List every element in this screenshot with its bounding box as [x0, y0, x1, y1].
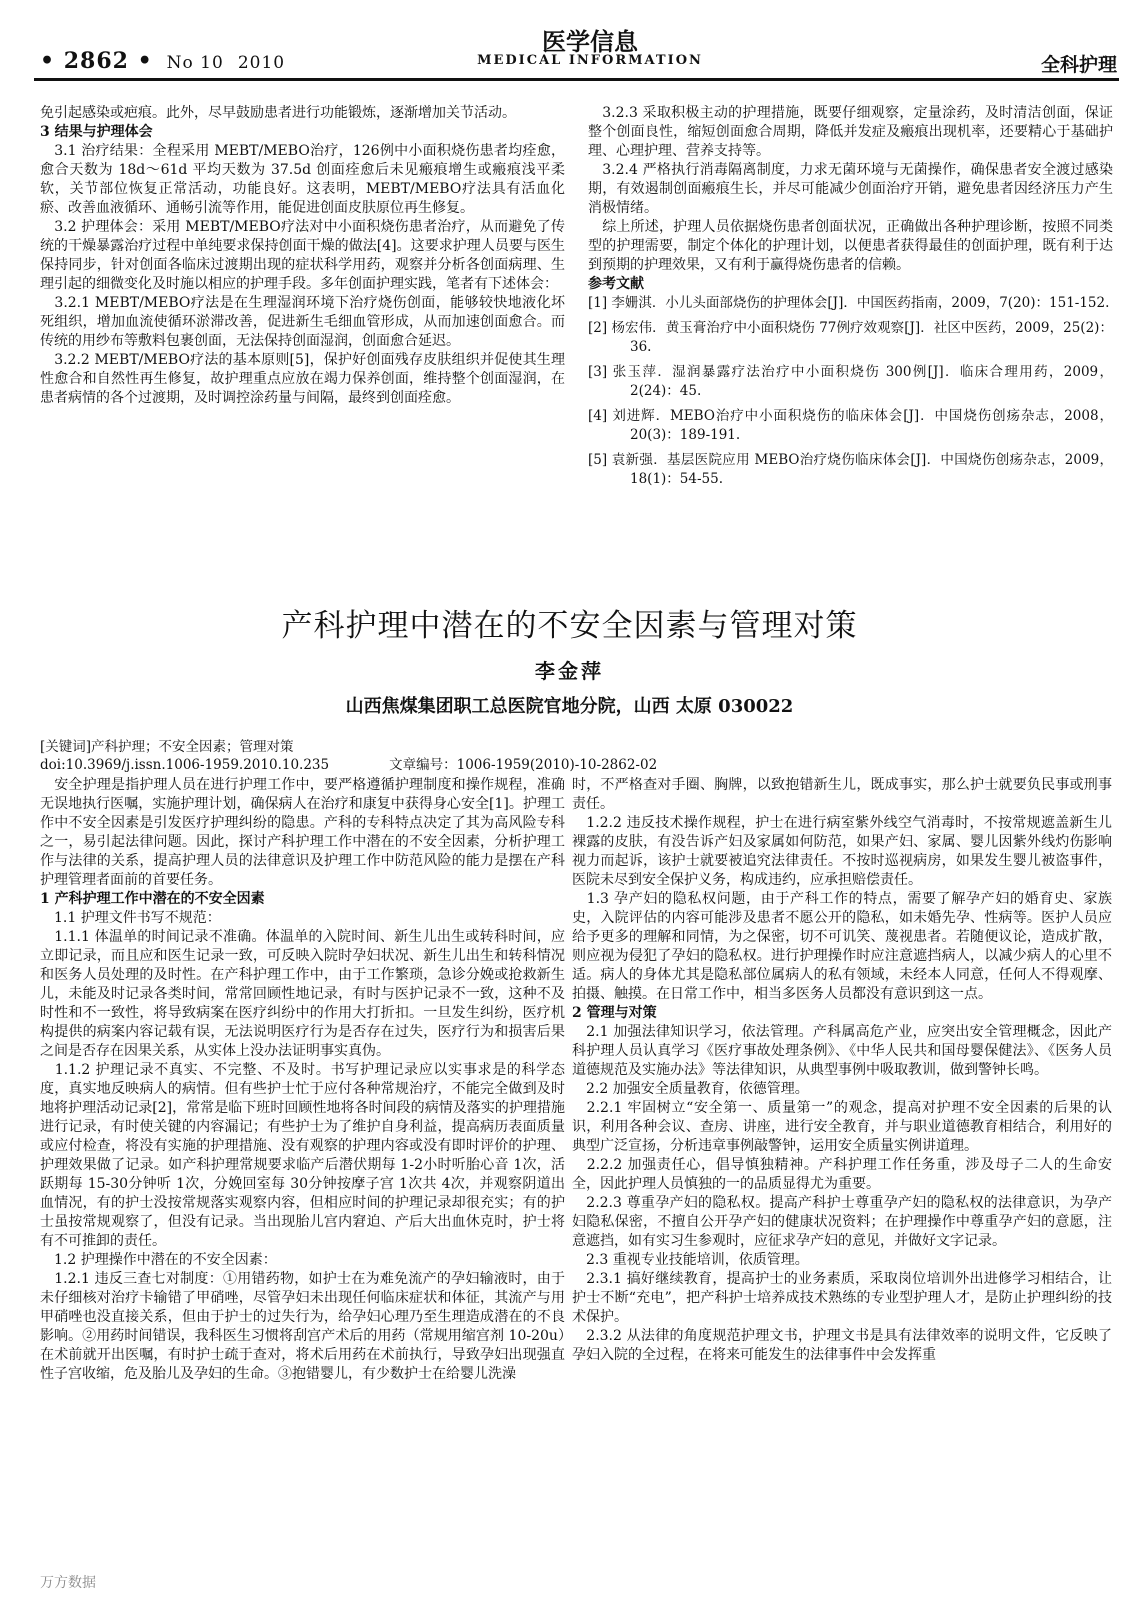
paragraph: 1.1 护理文件书写不规范： — [40, 910, 221, 926]
paragraph: 3.2.1 MEBT/MEBO疗法是在生理湿润环境下治疗烧伤创面，能够较快地液化坏死组织，增加血流使循环淤滞改善，促进新生毛细血管形成，从而加速创面愈合。而传统的用纱布等敷料包裹创面，无法保持创面湿润，创面愈合延迟。 — [40, 295, 565, 349]
prev-article-right-column — [588, 104, 1113, 495]
author-affiliation: 山西焦煤集团职工总医院官地分院，山西 太原 030022 — [345, 696, 794, 717]
paragraph: 1.2.2 违反技术操作规程，护士在进行病室紫外线空气消毒时，不按常规遮盖新生儿裸露的皮肤，有没告诉产妇及家属如何防范，如果产妇、家属、婴儿因紫外线灼伤影响视力而起诉，该护士就要被追究法律责任。不按时巡视病房，如果发生婴儿被盗事件，医院未尽到安全保护义务，构成违约，应承担赔偿责任。 — [572, 815, 1112, 888]
journal-title: 医学信息 — [542, 27, 638, 56]
paragraph: 2.2.3 尊重孕产妇的隐私权。提高产科护士尊重孕产妇的隐私权的法律意识，为孕产妇隐私保密，不擅自公开孕产妇的健康状况资料；在护理操作中尊重孕产妇的意愿，注意遮挡，如有实习生参观时，应征求孕产妇的意见，并做好文字记录。 — [572, 1195, 1112, 1249]
paragraph: 3.2 护理体会：采用 MEBT/MEBO疗法对中小面积烧伤患者治疗，从而避免了传统的干燥暴露治疗过程中单纯要求保持创面干燥的做法[4]。这要求护理人员要与医生保持同步，针对创面各临床过渡期出现的症状科学用药，观察并分析各创面病理、生理引起的细微变化及时施以相应的护理手段。多年创面护理实践，笔者有下述体会： — [40, 219, 565, 292]
article-author: 李金萍 — [535, 659, 604, 683]
paragraph: 2.3.2 从法律的角度规范护理文书，护理文书是具有法律效率的说明文件，它反映了孕妇入院的全过程，在将来可能发生的法律事件中会发挥重 — [572, 1328, 1112, 1363]
paragraph: 2.2.1 牢固树立“安全第一、质量第一”的观念，提高对护理不安全因素的后果的认识，利用各种会议、查房、讲座，进行安全教育，并与职业道德教育相结合，利用好的典型广泛宣扬，分析违章事例敲警钟，运用安全质量实例讲道理。 — [572, 1100, 1112, 1154]
paragraph: 免引起感染或疤痕。此外，尽早鼓励患者进行功能锻炼，逐渐增加关节活动。 — [40, 105, 516, 121]
section-heading: 3 结果与护理体会 — [40, 124, 153, 140]
watermark: 万方数据 — [40, 1575, 96, 1591]
paragraph: 1.3 孕产妇的隐私权问题，由于产科工作的特点，需要了解孕产妇的婚育史、家族史，入院评估的内容可能涉及患者不愿公开的隐私，如未婚先孕、性病等。医护人员应给予更多的理解和同情，为之保密，切不可讥笑、蔑视患者。若随便议论，造成扩散，则应视为侵犯了孕妇的隐私权。进行护理操作时应注意遮挡病人，以减少病人的心里不适。病人的身体尤其是隐私部位属病人的私有领域，未经本人同意，任何人不得观摩、拍摄、触摸。在日常工作中，相当多医务人员都没有意识到这一点。 — [572, 891, 1112, 1002]
reference-item: [1] 李姗淇．小儿头面部烧伤的护理体会[J]．中国医药指南，2009，7(20)：151-152. — [588, 295, 1110, 311]
reference-item: [5] 袁新强．基层医院应用 MEBO治疗烧伤临床体会[J]．中国烧伤创疡杂志，2009，18(1)：54-55. — [588, 452, 1113, 487]
paragraph: 1.2.1 违反三查七对制度：①用错药物，如护士在为难免流产的孕妇输液时，由于未仔细核对治疗卡输错了甲硝唑，尽管孕妇未出现任何临床症状和体征，其流产与用甲硝唑也没直接关系，但由于护士的过失行为，给孕妇心理乃至生理造成潜在的不良影响。②用药时间错误，我科医生习惯将刮宫产术后的用药（常规用缩宫剂 10-20u）在术前就开出医嘱，有时护士疏于查对，将术后用药在术前执行，导致孕妇出现强直性子宫收缩，危及胎儿及孕妇的生命。③抱错婴儿，有少数护士在给婴儿洗澡 — [40, 1271, 565, 1382]
reference-item: [3] 张玉萍．湿润暴露疗法治疗中小面积烧伤 300例[J]．临床合理用药，2009，2(24)：45. — [588, 364, 1113, 399]
paragraph: 安全护理是指护理人员在进行护理工作中，要严格遵循护理制度和操作规程，准确无误地执行医嘱，实施护理计划，确保病人在治疗和康复中获得身心安全[1]。护理工作中不安全因素是引发医疗护理纠纷的隐患。产科的专科特点决定了其为高风险专科之一，易引起法律问题。因此，探讨产科护理工作中潜在的不安全因素，分析护理工作与法律的关系，提高护理人员的法律意识及护理工作中防范风险的能力是摆在产科护理管理者面前的首要任务。 — [40, 777, 565, 888]
page-number: • 2862 • — [40, 48, 153, 74]
paragraph: 3.2.2 MEBT/MEBO疗法的基本原则[5]，保护好创面残存皮肤组织并促使其生理性愈合和自然性再生修复，故护理重点应放在竭力保养创面，维持整个创面湿润，在患者病情的各个过渡期，及时调控涂药量与间隔，最终到创面痊愈。 — [40, 352, 565, 406]
reference-item: [2] 杨宏伟．黄玉膏治疗中小面积烧伤 77例疗效观察[J]．社区中医药，2009，25(2)：36. — [588, 320, 1113, 355]
paragraph: 1.1.2 护理记录不真实、不完整、不及时。书写护理记录应以实事求是的科学态度，真实地反映病人的病情。但有些护士忙于应付各种常规治疗，不能完全做到及时地将护理活动记录[2]，常常是临下班时回顾性地将各时间段的病情及落实的护理措施进行记录，有时使关键的内容漏记；有些护士为了维护自身利益，提高病历表面质量或应付检查，将没有实施的护理措施、没有观察的护理内容或没有即时评价的护理、护理效果做了记录。如产科护理常规要求临产后潜伏期每 1-2小时听胎心音 1次，活跃期每 15-30分钟听 1次，分娩回室每 30分钟按摩子宫 1次共 4次，并观察阴道出血情况，有的护士没按常规落实观察内容，但相应时间的护理记录却很充实；有的护士虽按常规观察了，但没有记录。当出现胎儿宫内窘迫、产后大出血休克时，护士将有不可推卸的责任。 — [40, 1062, 565, 1249]
paragraph: 3.2.3 采取积极主动的护理措施，既要仔细观察，定量涂药，及时清洁创面，保证整个创面良性，缩短创面愈合周期，降低并发症及瘢痕出现机率，还要精心于基础护理、心理护理、营养支持等。 — [588, 105, 1113, 159]
paragraph: 2.3 重视专业技能培训，依质管理。 — [572, 1252, 809, 1268]
paragraph: 时，不严格查对手圈、胸牌，以致抱错新生儿，既成事实，那么护士就要负民事或刑事责任。 — [572, 777, 1112, 812]
running-header-left — [40, 48, 285, 74]
reference-item: [4] 刘进辉．MEBO治疗中小面积烧伤的临床体会[J]．中国烧伤创疡杂志，2008，20(3)：189-191. — [588, 408, 1113, 443]
keywords: [关键词]产科护理；不安全因素；管理对策 — [40, 739, 294, 755]
section-heading: 1 产科护理工作中潜在的不安全因素 — [40, 891, 265, 907]
article-left-column — [40, 776, 565, 1384]
paragraph: 2.2 加强安全质量教育，依德管理。 — [572, 1081, 809, 1097]
section-heading: 参考文献 — [588, 276, 644, 292]
paragraph: 1.2 护理操作中潜在的不安全因素： — [40, 1252, 277, 1268]
article-title: 产科护理中潜在的不安全因素与管理对策 — [281, 608, 858, 644]
article-right-column — [572, 776, 1112, 1365]
paragraph: 1.1.1 体温单的时间记录不准确。体温单的入院时间、新生儿出生或转科时间，应立即记录，而且应和医生记录一致，可反映入院时孕妇状况、新生儿出生和转科情况和医务人员处理的及时性。在产科护理工作中，由于工作繁琐，急诊分娩或抢救新生儿，未能及时记录各类时间，常常回顾性地记录，有时与医护记录不一致，这种不及时性和不一致性，将导致病案在医疗纠纷中的作用大打折扣。一旦发生纠纷，医疗机构提供的病案内容记载有误，无法说明医疗行为是否存在过失，医疗行为和损害后果之间是否存在因果关系，从实体上没办法证明事实真伪。 — [40, 929, 565, 1059]
paragraph: 2.3.1 搞好继续教育，提高护士的业务素质，采取岗位培训外出进修学习相结合，让护士不断“充电”，把产科护士培养成技术熟练的专业型护理人才，是防止护理纠纷的技术保护。 — [572, 1271, 1112, 1325]
paragraph: 2.1 加强法律知识学习，依法管理。产科属高危产业，应突出安全管理概念，因此产科护理人员认真学习《医疗事故处理条例》、《中华人民共和国母婴保健法》、《医务人员道德规范及实施办法》等法律知识，从典型事例中吸取教训，做到警钟长鸣。 — [572, 1024, 1112, 1078]
paragraph: 综上所述，护理人员依据烧伤患者创面状况，正确做出各种护理诊断，按照不同类型的护理需要，制定个体化的护理计划，以便患者获得最佳的创面护理，既有利于达到预期的护理效果，又有利于赢得烧伤患者的信赖。 — [588, 219, 1113, 273]
paragraph: 3.1 治疗结果：全程采用 MEBT/MEBO治疗，126例中小面积烧伤患者均痊愈，愈合天数为 18d～61d 平均天数为 37.5d 创面痊愈后未见瘢痕增生或瘢痕浅平柔软，关节部位恢复正常活动，功能良好。这表明，MEBT/MEBO疗法具有活血化瘀、改善血液循环、通畅引流等作用，能促进创面皮肤原位再生修复。 — [40, 143, 565, 216]
issue-year: 2010 — [237, 53, 286, 73]
journal-title-en: MEDICAL INFORMATION — [477, 53, 703, 68]
paragraph: 2.2.2 加强责任心，倡导慎独精神。产科护理工作任务重，涉及母子二人的生命安全，因此护理人员慎独的一的品质显得尤为重要。 — [572, 1157, 1112, 1192]
issue-number: No 10 — [166, 53, 224, 73]
paragraph: 3.2.4 严格执行消毒隔离制度，力求无菌环境与无菌操作，确保患者安全渡过感染期，有效遏制创面瘢痕生长，并尽可能减少创面治疗开销，避免患者因经济压力产生消极情绪。 — [588, 162, 1113, 216]
section-heading: 2 管理与对策 — [572, 1005, 657, 1021]
doi-line — [40, 753, 657, 773]
section-label: 全科护理 — [1040, 54, 1117, 76]
article-number: 文章编号：1006-1959(2010)-10-2862-02 — [389, 757, 658, 773]
prev-article-left-column — [40, 104, 565, 408]
doi: doi:10.3969/j.issn.1006-1959.2010.10.235 — [40, 757, 330, 773]
header-rule — [34, 78, 1119, 81]
